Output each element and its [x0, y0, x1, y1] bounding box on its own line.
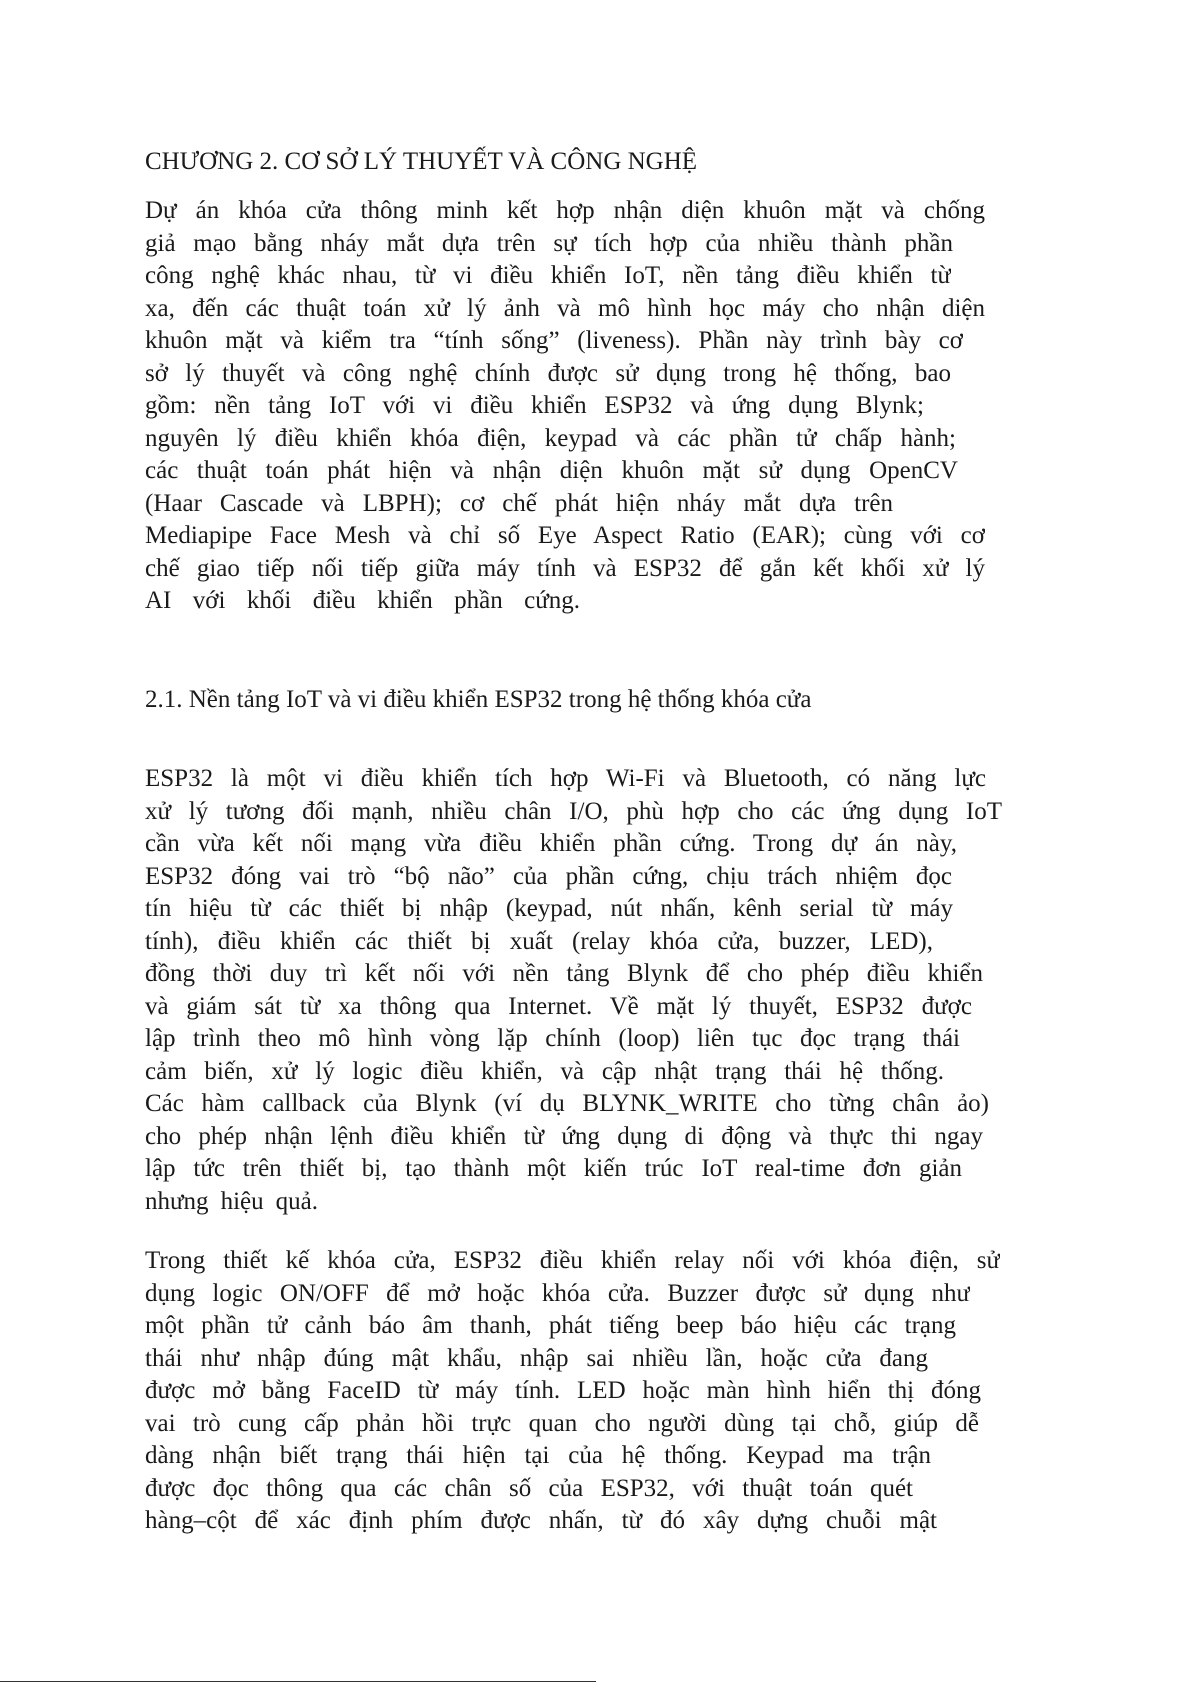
- text-line: cảm biến, xử lý logic điều khiển, và cập nhật trạng thái hệ thống.: [145, 1057, 944, 1085]
- text-line: giả mạo bằng nháy mắt dựa trên sự tích hợp của nhiều thành phần: [145, 229, 953, 257]
- text-line: cần vừa kết nối mạng vừa điều khiển phần cứng. Trong dự án này,: [145, 830, 957, 857]
- text-line: và giám sát từ xa thông qua Internet. Về mặt lý thuyết, ESP32 được: [145, 992, 972, 1020]
- text-line: Trong thiết kế khóa cửa, ESP32 điều khiển relay nối với khóa điện, sử: [145, 1247, 1000, 1274]
- section-paragraph-1: [145, 763, 1002, 1218]
- section-paragraph-2: [145, 1245, 1000, 1538]
- text-line: xa, đến các thuật toán xử lý ảnh và mô hình học máy cho nhận diện: [145, 294, 985, 322]
- text-line: đồng thời duy trì kết nối với nền tảng Blynk để cho phép điều khiển: [145, 960, 983, 987]
- text-line: nguyên lý điều khiển khóa điện, keypad và các phần tử chấp hành;: [145, 424, 956, 452]
- text-line: tín hiệu từ các thiết bị nhập (keypad, nút nhấn, kênh serial từ máy: [145, 895, 953, 922]
- text-line: thái như nhập đúng mật khẩu, nhập sai nhiều lần, hoặc cửa đang: [145, 1344, 928, 1372]
- text-line: sở lý thuyết và công nghệ chính được sử dụng trong hệ thống, bao: [145, 359, 951, 387]
- text-line: gồm: nền tảng IoT với vi điều khiển ESP32 và ứng dụng Blynk;: [145, 392, 924, 419]
- text-line: vai trò cung cấp phản hồi trực quan cho người dùng tại chỗ, giúp dễ: [145, 1409, 979, 1437]
- text-line: lập tức trên thiết bị, tạo thành một kiến trúc IoT real-time đơn giản: [145, 1155, 962, 1182]
- chapter-title: CHƯƠNG 2. CƠ SỞ LÝ THUYẾT VÀ CÔNG NGHỆ: [145, 148, 698, 175]
- text-line: các thuật toán phát hiện và nhận diện khuôn mặt sử dụng OpenCV: [145, 457, 958, 484]
- text-line: dàng nhận biết trạng thái hiện tại của hệ thống. Keypad ma trận: [145, 1442, 931, 1469]
- text-line: công nghệ khác nhau, từ vi điều khiển IoT, nền tảng điều khiển từ: [145, 262, 951, 289]
- text-line: được mở bằng FaceID từ máy tính. LED hoặc màn hình hiển thị đóng: [145, 1377, 981, 1404]
- text-line: dụng logic ON/OFF để mở hoặc khóa cửa. Buzzer được sử dụng như: [145, 1279, 970, 1307]
- text-line: ESP32 là một vi điều khiển tích hợp Wi-Fi và Bluetooth, có năng lực: [145, 765, 986, 792]
- text-line: một phần tử cảnh báo âm thanh, phát tiếng beep báo hiệu các trạng: [145, 1312, 956, 1339]
- text-line: xử lý tương đối mạnh, nhiều chân I/O, phù hợp cho các ứng dụng IoT: [145, 797, 1002, 825]
- text-line: AI với khối điều khiển phần cứng.: [145, 587, 580, 614]
- text-line: Dự án khóa cửa thông minh kết hợp nhận diện khuôn mặt và chống: [145, 197, 985, 224]
- text-line: Mediapipe Face Mesh và chỉ số Eye Aspect Ratio (EAR); cùng với cơ: [145, 522, 985, 549]
- text-line: Các hàm callback của Blynk (ví dụ BLYNK_WRITE cho từng chân ảo): [145, 1090, 989, 1117]
- footnote-divider: [0, 1681, 596, 1682]
- text-line: (Haar Cascade và LBPH); cơ chế phát hiện nháy mắt dựa trên: [145, 489, 893, 517]
- text-line: tính), điều khiển các thiết bị xuất (relay khóa cửa, buzzer, LED),: [145, 927, 933, 955]
- text-line: hàng–cột để xác định phím được nhấn, từ đó xây dựng chuỗi mật: [145, 1507, 937, 1534]
- text-line: khuôn mặt và kiểm tra “tính sống” (liveness). Phần này trình bày cơ: [145, 327, 963, 354]
- text-line: lập trình theo mô hình vòng lặp chính (loop) liên tục đọc trạng thái: [145, 1025, 960, 1052]
- text-line: ESP32 đóng vai trò “bộ não” của phần cứng, chịu trách nhiệm đọc: [145, 862, 952, 890]
- text-line: chế giao tiếp nối tiếp giữa máy tính và ESP32 để gắn kết khối xử lý: [145, 554, 985, 582]
- intro-paragraph: [145, 195, 985, 618]
- section-title: 2.1. Nền tảng IoT và vi điều khiển ESP32 trong hệ thống khóa cửa: [145, 686, 812, 713]
- text-line: cho phép nhận lệnh điều khiển từ ứng dụng di động và thực thi ngay: [145, 1122, 983, 1150]
- text-line: nhưng hiệu quả.: [145, 1187, 318, 1215]
- text-line: được đọc thông qua các chân số của ESP32, với thuật toán quét: [145, 1474, 913, 1502]
